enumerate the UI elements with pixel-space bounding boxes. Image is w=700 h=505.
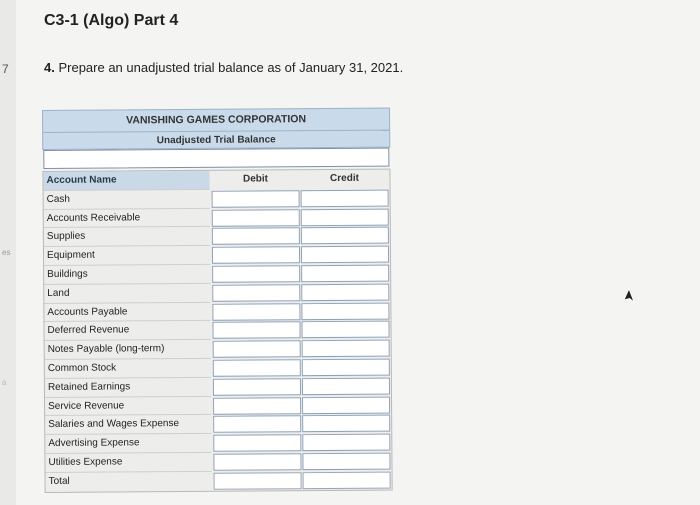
account-name: Accounts Receivable (44, 208, 210, 228)
credit-input[interactable] (302, 396, 390, 414)
edge-mark: a (2, 378, 7, 387)
trial-balance-header (42, 108, 390, 150)
account-name-header: Account Name (43, 171, 209, 191)
trial-balance-form (42, 108, 393, 492)
account-row (44, 226, 390, 247)
debit-input[interactable] (212, 265, 300, 283)
account-name: Notes Payable (long-term) (45, 340, 211, 360)
credit-input[interactable] (302, 377, 390, 395)
credit-input[interactable] (301, 265, 389, 283)
credit-input[interactable] (302, 340, 390, 358)
debit-input[interactable] (212, 209, 300, 227)
question-number: 4. (44, 60, 55, 75)
account-name: Advertising Expense (45, 434, 211, 454)
left-edge-strip (0, 0, 16, 505)
debit-input[interactable] (213, 397, 301, 415)
credit-header: Credit (329, 172, 359, 184)
debit-input[interactable] (212, 284, 300, 302)
credit-input[interactable] (301, 246, 389, 264)
column-header-row (43, 170, 389, 191)
edge-mark: es (2, 248, 11, 257)
account-row (44, 264, 390, 285)
account-name: Buildings (44, 265, 210, 285)
account-row (44, 188, 390, 209)
debit-input[interactable] (213, 340, 301, 358)
question (44, 60, 403, 75)
statement-subtitle: Unadjusted Trial Balance (43, 130, 389, 149)
debit-input[interactable] (213, 434, 301, 452)
credit-input[interactable] (301, 208, 389, 226)
account-name: Land (44, 284, 210, 304)
account-name: Deferred Revenue (44, 321, 210, 341)
account-name: Salaries and Wages Expense (45, 415, 211, 435)
total-label: Total (48, 475, 70, 487)
account-row (45, 433, 391, 454)
account-row (45, 414, 391, 435)
credit-input[interactable] (301, 189, 389, 207)
account-row (45, 358, 391, 379)
debit-input[interactable] (212, 303, 300, 321)
account-row (44, 207, 390, 228)
account-name: Retained Earnings (45, 378, 211, 398)
debit-input[interactable] (212, 246, 300, 264)
credit-input[interactable] (302, 434, 390, 452)
account-name: Supplies (44, 227, 210, 247)
debit-input[interactable] (212, 322, 300, 340)
account-name: Accounts Payable (44, 302, 210, 322)
account-name: Cash (44, 190, 210, 210)
debit-input[interactable] (213, 416, 301, 434)
account-row (44, 245, 390, 266)
account-row (44, 282, 390, 303)
account-name: Equipment (44, 246, 210, 266)
debit-header: Debit (242, 173, 269, 185)
mouse-pointer-icon (622, 288, 636, 304)
total-row (46, 470, 392, 491)
company-name: VANISHING GAMES CORPORATION (126, 113, 307, 127)
account-name: Utilities Expense (45, 453, 211, 473)
total-debit-input[interactable] (214, 472, 302, 490)
account-row (44, 320, 390, 341)
debit-input[interactable] (212, 228, 300, 246)
debit-input[interactable] (213, 378, 301, 396)
credit-input[interactable] (301, 321, 389, 339)
account-name: Common Stock (45, 359, 211, 379)
trial-balance-grid (42, 169, 392, 493)
account-row (45, 376, 391, 397)
credit-input[interactable] (302, 453, 390, 471)
credit-input[interactable] (301, 227, 389, 245)
account-row (45, 339, 391, 360)
credit-input[interactable] (302, 359, 390, 377)
account-row (45, 452, 391, 473)
credit-input[interactable] (302, 415, 390, 433)
date-input[interactable] (43, 148, 389, 169)
total-credit-input[interactable] (303, 471, 391, 489)
credit-input[interactable] (301, 283, 389, 301)
credit-input[interactable] (301, 302, 389, 320)
debit-input[interactable] (213, 359, 301, 377)
account-row (45, 395, 391, 416)
debit-input[interactable] (213, 453, 301, 471)
account-row (44, 301, 390, 322)
part-title: C3-1 (Algo) Part 4 (44, 12, 179, 29)
account-name: Service Revenue (45, 396, 211, 416)
question-text: Prepare an unadjusted trial balance as of January 31, 2021. (58, 60, 404, 75)
debit-input[interactable] (212, 190, 300, 208)
edge-mark: 7 (2, 62, 9, 76)
